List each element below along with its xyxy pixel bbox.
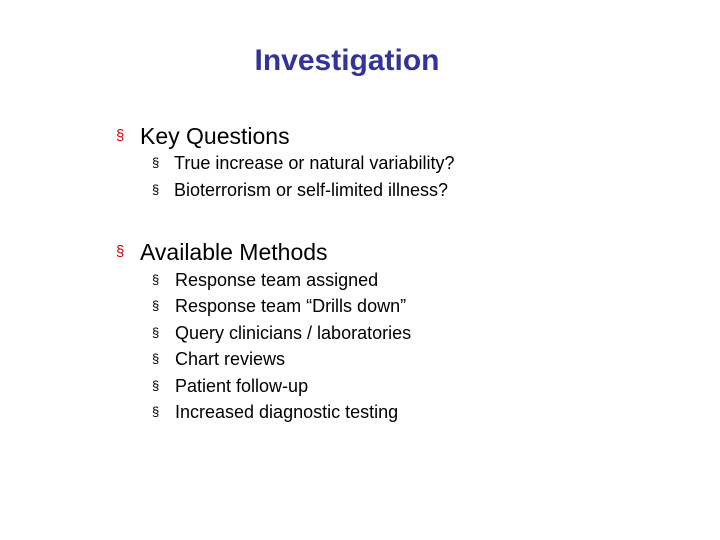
- sub-bullet-icon: §: [152, 378, 160, 393]
- slide-title: Investigation: [254, 44, 440, 77]
- section-key-questions: [116, 121, 290, 151]
- sub-bullet-icon: §: [152, 404, 160, 419]
- list-item-text: True increase or natural variability?: [174, 153, 455, 173]
- list-item: [152, 373, 308, 399]
- sub-bullet-icon: §: [152, 182, 160, 197]
- list-item: [152, 177, 448, 203]
- list-item: [152, 399, 398, 425]
- sub-bullet-icon: §: [152, 272, 160, 287]
- sub-bullet-icon: §: [152, 325, 160, 340]
- section-bullet-icon: §: [116, 243, 125, 260]
- sub-bullet-icon: §: [152, 351, 160, 366]
- list-item: [152, 320, 411, 346]
- list-item-text: Response team “Drills down”: [175, 296, 407, 316]
- list-item-text: Chart reviews: [175, 349, 286, 369]
- list-item-text: Query clinicians / laboratories: [175, 323, 412, 343]
- sub-bullet-icon: §: [152, 298, 160, 313]
- list-item: [152, 267, 378, 293]
- list-item-text: Patient follow-up: [175, 376, 309, 396]
- sub-bullet-icon: §: [152, 155, 160, 170]
- section-heading: Available Methods: [140, 239, 328, 265]
- list-item: [152, 293, 406, 319]
- section-heading: Key Questions: [140, 123, 290, 149]
- section-bullet-icon: §: [116, 127, 125, 144]
- list-item-text: Bioterrorism or self-limited illness?: [174, 180, 449, 200]
- list-item-text: Increased diagnostic testing: [175, 402, 399, 422]
- list-item-text: Response team assigned: [175, 270, 379, 290]
- list-item: [152, 346, 285, 372]
- list-item: [152, 150, 454, 176]
- section-available-methods: [116, 237, 328, 267]
